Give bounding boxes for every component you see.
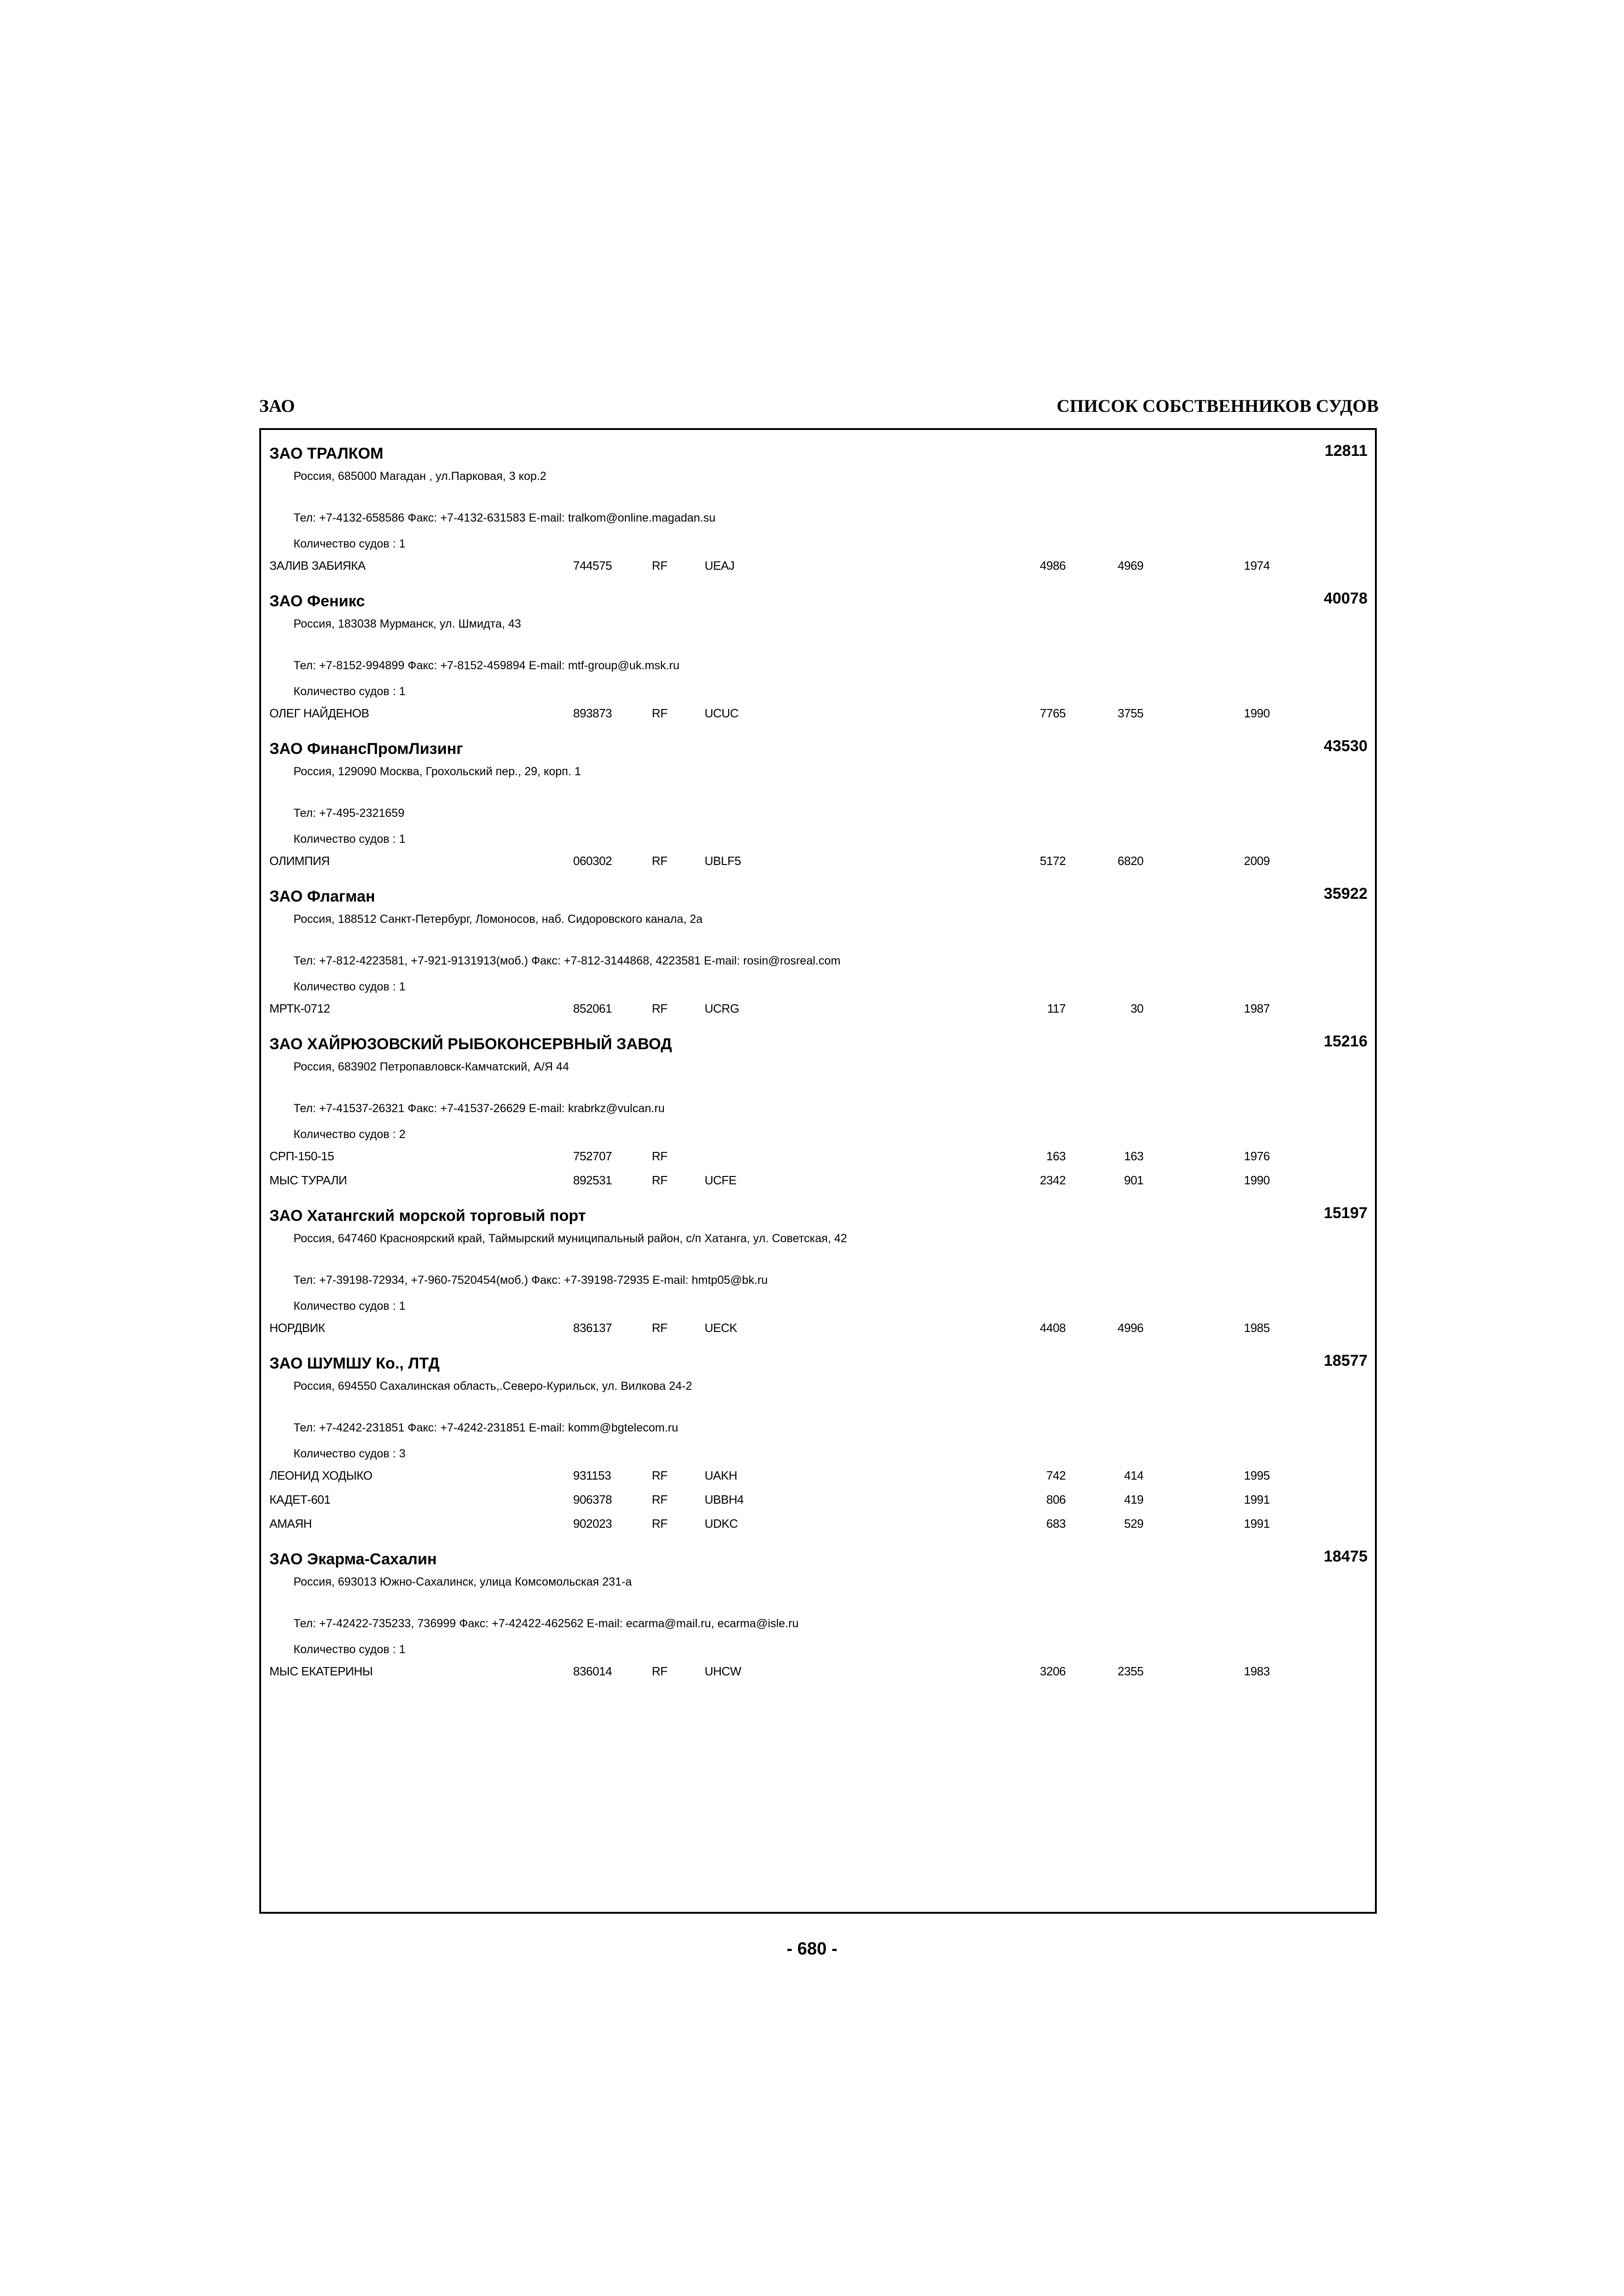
vessel-year: 1987 (1244, 1002, 1270, 1015)
company-name: ЗАО ТРАЛКОМ (269, 445, 384, 462)
company-entry (269, 1547, 1375, 1683)
company-address: Россия, 694550 Сахалинская область,.Северо-Курильск, ул. Вилкова 24-2 (294, 1380, 693, 1393)
vessel-number: 852061 (573, 1002, 612, 1015)
vessel-row (269, 701, 1375, 725)
company-address: Россия, 685000 Магадан , ул.Парковая, 3 кор.2 (294, 470, 547, 483)
vessel-value-a-text: 2342 (1040, 1173, 1066, 1187)
company-header (269, 1032, 1375, 1058)
vessel-value-b-text: 6820 (1118, 854, 1143, 868)
vessel-value-b-text: 4969 (1118, 559, 1143, 572)
company-entry (269, 884, 1375, 1020)
vessel-value-a-text: 3206 (1040, 1664, 1066, 1678)
vessel-year: 1995 (1244, 1468, 1270, 1482)
vessel-value-a-text: 7765 (1040, 706, 1066, 720)
vessel-number: 836014 (573, 1664, 612, 1678)
vessel-flag: RF (652, 1664, 668, 1678)
vessel-row (269, 1144, 1375, 1168)
vessel-callsign: UBBH4 (705, 1493, 744, 1506)
vessel-row (269, 1315, 1375, 1339)
vessel-number: 836137 (573, 1321, 612, 1335)
company-address: Россия, 188512 Санкт-Петербург, Ломоносов, наб. Сидоровского канала, 2а (294, 913, 703, 926)
vessel-year: 1990 (1244, 1173, 1270, 1187)
vessel-callsign: UDKC (705, 1517, 738, 1531)
vessel-count: Количество судов : 3 (294, 1447, 406, 1460)
vessel-value-b-text: 4996 (1118, 1321, 1143, 1335)
company-header (269, 441, 1375, 468)
company-entry (269, 1351, 1375, 1535)
company-list (269, 430, 1375, 1683)
vessel-count: Количество судов : 1 (294, 1643, 406, 1656)
vessel-value-a-text: 4986 (1040, 559, 1066, 572)
vessel-callsign: UBLF5 (705, 854, 741, 868)
vessel-name: СРП-150-15 (269, 1149, 334, 1163)
vessel-row (269, 1463, 1375, 1487)
company-header (269, 1351, 1375, 1378)
vessel-count: Количество судов : 1 (294, 980, 406, 993)
vessel-name: НОРДВИК (269, 1321, 325, 1335)
company-name: ЗАО ФинансПромЛизинг (269, 740, 463, 758)
vessel-name: КАДЕТ-601 (269, 1493, 331, 1506)
vessel-flag: RF (652, 559, 668, 572)
vessel-flag: RF (652, 706, 668, 720)
vessel-year: 1990 (1244, 706, 1270, 720)
company-header (269, 884, 1375, 911)
company-id: 35922 (1324, 885, 1368, 902)
vessel-callsign: UCFE (705, 1173, 737, 1187)
vessel-value-b-text: 529 (1124, 1517, 1143, 1531)
company-contact: Тел: +7-812-4223581, +7-921-9131913(моб.) Факс: +7-812-3144868, 4223581 E-mail: rosin@rosreal.com (294, 954, 841, 967)
vessel-callsign: UHCW (705, 1664, 741, 1678)
vessel-name: АМАЯН (269, 1517, 312, 1531)
company-address: Россия, 183038 Мурманск, ул. Шмидта, 43 (294, 617, 521, 630)
vessel-row (269, 1487, 1375, 1511)
vessel-count: Количество судов : 1 (294, 685, 406, 698)
vessel-count: Количество судов : 2 (294, 1128, 406, 1141)
company-id: 12811 (1324, 442, 1368, 460)
company-id: 43530 (1324, 737, 1368, 755)
company-entry (269, 736, 1375, 872)
vessel-flag: RF (652, 1321, 668, 1335)
company-id: 40078 (1324, 590, 1368, 607)
vessel-number: 906378 (573, 1493, 612, 1506)
vessel-flag: RF (652, 1468, 668, 1482)
vessel-callsign: UEAJ (705, 559, 735, 572)
company-contact: Тел: +7-4242-231851 Факс: +7-4242-231851 E-mail: komm@bgtelecom.ru (294, 1421, 678, 1434)
vessel-name: ОЛЕГ НАЙДЕНОВ (269, 706, 369, 720)
vessel-callsign: UAKH (705, 1468, 737, 1482)
vessel-value-a-text: 5172 (1040, 854, 1066, 868)
vessel-row (269, 848, 1375, 872)
company-header (269, 1203, 1375, 1230)
company-header (269, 1547, 1375, 1574)
company-header (269, 736, 1375, 763)
vessel-name: ОЛИМПИЯ (269, 854, 330, 868)
vessel-row (269, 996, 1375, 1020)
vessel-number: 060302 (573, 854, 612, 868)
vessel-name: МЫС ЕКАТЕРИНЫ (269, 1664, 373, 1678)
company-header (269, 589, 1375, 616)
vessel-flag: RF (652, 1173, 668, 1187)
vessel-year: 1991 (1244, 1517, 1270, 1531)
vessel-count: Количество судов : 1 (294, 537, 406, 550)
vessel-year: 1985 (1244, 1321, 1270, 1335)
company-contact: Тел: +7-41537-26321 Факс: +7-41537-26629 E-mail: krabrkz@vulcan.ru (294, 1102, 665, 1115)
company-contact: Тел: +7-495-2321659 (294, 807, 405, 820)
vessel-callsign: UCUC (705, 706, 739, 720)
vessel-callsign: UECK (705, 1321, 737, 1335)
company-name: ЗАО Хатангский морской торговый порт (269, 1207, 586, 1225)
running-header-left: ЗАО (259, 396, 295, 416)
company-name: ЗАО Флагман (269, 888, 375, 905)
vessel-value-a-text: 806 (1046, 1493, 1066, 1506)
vessel-number: 931153 (573, 1468, 611, 1482)
vessel-flag: RF (652, 1002, 668, 1015)
running-header-right: СПИСОК СОБСТВЕННИКОВ СУДОВ (1056, 396, 1379, 416)
vessel-flag: RF (652, 1517, 668, 1531)
company-name: ЗАО Экарма-Сахалин (269, 1550, 437, 1568)
vessel-flag: RF (652, 1493, 668, 1506)
vessel-value-b-text: 30 (1131, 1002, 1143, 1015)
company-entry (269, 441, 1375, 577)
company-name: ЗАО Феникс (269, 592, 365, 610)
vessel-value-a-text: 4408 (1040, 1321, 1066, 1335)
company-address: Россия, 647460 Красноярский край, Таймырский муниципальный район, с/п Хатанга, ул. Советская, 42 (294, 1232, 847, 1245)
company-contact: Тел: +7-39198-72934, +7-960-7520454(моб.) Факс: +7-39198-72935 E-mail: hmtp05@bk.ru (294, 1274, 768, 1287)
vessel-year: 1983 (1244, 1664, 1270, 1678)
vessel-number: 892531 (573, 1173, 612, 1187)
vessel-count: Количество судов : 1 (294, 1300, 406, 1313)
vessel-year: 1976 (1244, 1149, 1270, 1163)
vessel-value-a-text: 683 (1046, 1517, 1066, 1531)
company-contact: Тел: +7-42422-735233, 736999 Факс: +7-42422-462562 E-mail: ecarma@mail.ru, ecarma@isle.ru (294, 1617, 799, 1630)
company-id: 18475 (1324, 1548, 1368, 1565)
vessel-value-a-text: 117 (1047, 1002, 1066, 1015)
vessel-value-b-text: 419 (1124, 1493, 1143, 1506)
company-id: 15216 (1324, 1033, 1368, 1050)
company-id: 15197 (1324, 1204, 1368, 1222)
vessel-row (269, 553, 1375, 577)
vessel-flag: RF (652, 854, 668, 868)
vessel-row (269, 1659, 1375, 1683)
vessel-name: ЗАЛИВ ЗАБИЯКА (269, 559, 366, 572)
vessel-value-b-text: 414 (1124, 1468, 1143, 1482)
vessel-value-b-text: 3755 (1118, 706, 1143, 720)
vessel-name: МРТК-0712 (269, 1002, 330, 1015)
vessel-row (269, 1168, 1375, 1192)
vessel-year: 1974 (1244, 559, 1270, 572)
company-address: Россия, 683902 Петропавловск-Камчатский, А/Я 44 (294, 1060, 569, 1073)
company-name: ЗАО ХАЙРЮЗОВСКИЙ РЫБОКОНСЕРВНЫЙ ЗАВОД (269, 1035, 672, 1053)
company-contact: Тел: +7-4132-658586 Факс: +7-4132-631583 E-mail: tralkom@online.magadan.su (294, 511, 716, 524)
company-name: ЗАО ШУМШУ Ко., ЛТД (269, 1355, 440, 1372)
vessel-value-b-text: 163 (1124, 1149, 1143, 1163)
vessel-number: 893873 (573, 706, 612, 720)
vessel-name: ЛЕОНИД ХОДЫКО (269, 1468, 373, 1482)
vessel-value-a-text: 163 (1046, 1149, 1066, 1163)
listing-frame (259, 428, 1377, 1914)
vessel-value-b-text: 901 (1124, 1173, 1143, 1187)
company-id: 18577 (1324, 1352, 1368, 1369)
vessel-year: 1991 (1244, 1493, 1270, 1506)
company-contact: Тел: +7-8152-994899 Факс: +7-8152-459894 E-mail: mtf-group@uk.msk.ru (294, 659, 680, 672)
vessel-callsign: UCRG (705, 1002, 739, 1015)
vessel-year: 2009 (1244, 854, 1270, 868)
vessel-number: 902023 (573, 1517, 612, 1531)
company-address: Россия, 693013 Южно-Сахалинск, улица Комсомольская 231-а (294, 1575, 632, 1588)
vessel-value-a-text: 742 (1046, 1468, 1066, 1482)
vessel-name: МЫС ТУРАЛИ (269, 1173, 347, 1187)
vessel-row (269, 1511, 1375, 1535)
page-number: - 680 - (787, 1939, 837, 1959)
vessel-count: Количество судов : 1 (294, 833, 406, 846)
vessel-number: 744575 (573, 559, 612, 572)
company-entry (269, 1032, 1375, 1192)
company-address: Россия, 129090 Москва, Грохольский пер., 29, корп. 1 (294, 765, 581, 778)
vessel-number: 752707 (573, 1149, 612, 1163)
vessel-flag: RF (652, 1149, 668, 1163)
company-entry (269, 589, 1375, 725)
vessel-value-b-text: 2355 (1118, 1664, 1143, 1678)
company-entry (269, 1203, 1375, 1339)
